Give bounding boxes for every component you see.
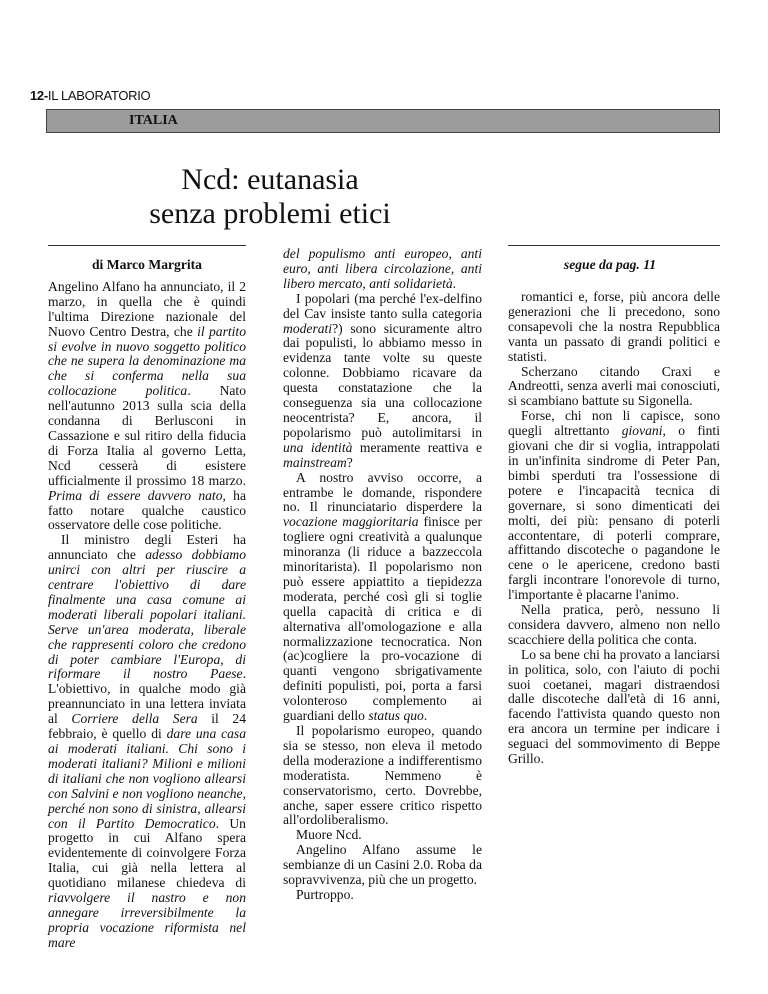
paragraph: Scherzano citando Craxi e Andreotti, senza averli mai conosciuti, si scambiano battute su Sigonella. [508,363,720,409]
byline: di Marco Margrita [92,257,202,272]
running-head [30,88,150,103]
paragraph: Angelino Alfano assume le sembianze di un Casini 2.0. Roba da sopravvivenza, più che un progetto. [283,842,482,888]
paragraph: Angelino Alfano ha annunciato, il 2 marzo, in quella che è quindi l'ultima Direzione nazionale del Nuovo Centro Destra, che il partito si evolve in nuovo soggetto politico che ne supera la denominazione ma che si conferma nella sua collocazione politica. Nato nell'autunno 2013 sulla scia della condanna di Berlusconi in Cassazione e sul ritiro della fiducia di Forza Italia al governo Letta, Ncd cesserà di esistere ufficialmente il prossimo 18 marzo. Prima di essere davvero nato, ha fatto notare qualche caustico osservatore delle cose politiche. [48,278,246,533]
paragraph: A nostro avviso occorre, a entrambe le domande, rispondere no. Il rinunciatario disperdere la vocazione maggioritaria finisce per togliere ogni creatività a qualunque minoranza (li riduce a bazzeccola minoritarista). Il popolarismo non può essere appiattito a tiepidezza moderata, perché così gli si toglie quella capacità di critica e di alternativa all'omologazione e alla normalizzazione tecnocratica. Non (ac)cogliere la pro-vocazione di quanti vengono sbrigativamente definiti populisti, poi, porta a farsi volonteroso complemento ai guardiani dello status quo. [283,469,482,724]
article-title-line-2: senza problemi etici [149,197,391,230]
paragraph: Il popolarismo europeo, quando sia se stesso, non eleva il metodo della moderazione a indifferentismo moderatista. Nemmeno è conservatorismo, certo. Dovrebbe, anche, saper essere critico rispetto all'ordoliberalismo. [283,723,482,828]
paragraph: I popolari (ma perché l'ex-delfino del Cav insiste tanto sulla categoria moderati?) sono sicuramente altro dai populisti, lo abbiamo messo in evidenza tante volte su queste colonne. Dobbiamo ricavare da questa constatazione che la conseguenza sia una collocazione neocentrista? E, ancora, il popolarismo può autolimitarsi in una identità meramente reattiva e mainstream? [283,290,482,470]
article-title-line-1: Ncd: eutanasia [181,163,359,196]
article-column-3 [508,290,720,767]
paragraph: Forse, chi non li capisce, sono quegli altrettanto giovani, o finti giovani che dir si voglia, intrappolati in un'infinita sindrome di Peter Pan, bimbi sperduti tra l'ossessione di potere e l'incapacità tecnica di governare, si sono dimenticati dei molti, dei più: pensano di poterli accontentare, di poterli comprare, affittando discoteche o pagandone le cene o le apericene, credono basti fargli incontrare l'onorevole di turno, l'importante è placarne l'animo. [508,408,720,603]
page-number: 12- [30,88,48,103]
article-column-1 [48,258,246,951]
column-1-rule [48,245,246,246]
paragraph: romantici e, forse, più ancora delle generazioni che li precedono, sono consapevoli che la nostra Repubblica vanta un passato di grandi politici e statisti. [508,289,720,364]
paragraph: Lo sa bene chi ha provato a lanciarsi in politica, solo, con l'aiuto di pochi suoi coetanei, magari distraendosi dalle discoteche dall'età di 16 anni, facendo l'attivista quando questo non era ancora un termine per indicare i seguaci del sommovimento di Beppe Grillo. [508,646,720,767]
article-column-2 [283,247,482,903]
paragraph: Purtroppo. [296,886,354,902]
category-label: ITALIA [129,113,178,128]
category-bar [46,109,720,133]
paragraph: Muore Ncd. [296,827,362,843]
continued-from-label: segue da pag. 11 [563,257,657,272]
section-name: IL LABORATORIO [47,88,151,103]
paragraph: Nella pratica, però, nessuno li considera davvero, almeno non nello scacchiere della politica che conta. [508,602,720,647]
article-title [40,163,500,231]
paragraph: del populismo anti europeo, anti euro, anti libera circolazione, anti libero mercato, anti solidarietà. [283,246,482,291]
column-3-rule [508,245,720,246]
paragraph: Il ministro degli Esteri ha annunciato che adesso dobbiamo unirci con altri per riuscire a centrare l'obiettivo di dare finalmente una casa comune ai moderati liberali popolari italiani. Serve un'area moderata, liberale che rappresenti coloro che credono di poter cambiare l'Europa, di riformare il nostro Paese. L'obiettivo, in qualche modo già preannunciato in una lettera inviata al Corriere della Sera il 24 febbraio, è quello di dare una casa ai moderati italiani. Chi sono i moderati italiani? Milioni e milioni di italiani che non vogliono allearsi con Salvini e non vogliono neanche, perché non sono di sinistra, allearsi con il Partito Democratico. Un progetto in cui Alfano spera evidentemente di coinvolgere Forza Italia, cui già nella lettera al quotidiano milanese chiedeva di riavvolgere il nastro e non annegare irreversibilmente la propria vocazione riformista nel mare [48,532,246,950]
